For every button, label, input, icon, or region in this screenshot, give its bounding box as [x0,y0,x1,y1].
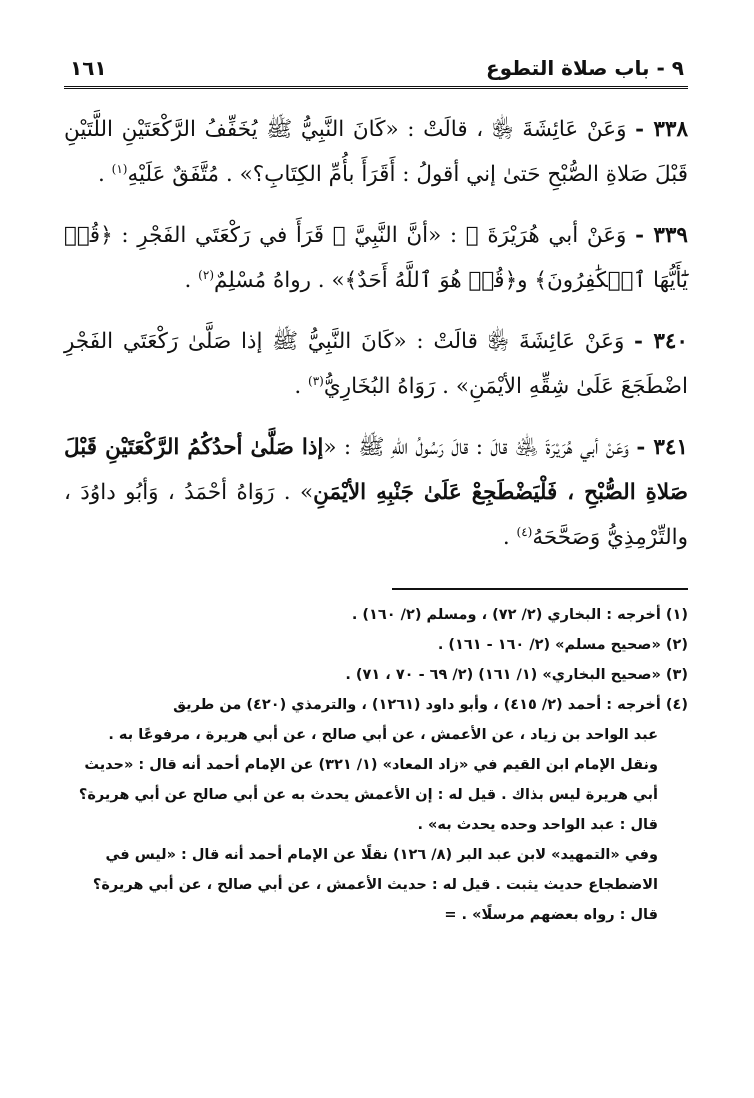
footnotes [64,600,688,930]
footnote-2: (٢) «صحيح مسلم» (٢/ ١٦٠ - ١٦١) . [437,637,688,653]
footnote-ref: (١) [111,161,128,176]
footnote-4-line: الاضطجاع حديث يثبت . قيل له : حديث الأعمش ، عن أبي صالح ، عن أبي هريرة؟ [92,877,658,893]
hadith-340 [64,319,688,409]
hadith-341 [64,425,688,560]
footnote-ref: (٤) [516,524,533,539]
footnote-ref: (٣) [308,373,324,388]
hadith-end: . [294,374,309,399]
footnote-4-line: ونقل الإمام ابن القيم في «زاد المعاد» (١/ ٣٢١) عن الإمام أحمد أنه قال : «حديث [84,757,658,773]
hadith-text: وَعَنْ عَائِشَةَ ﵂ قالَتْ : «كَانَ النَّبِيُّ ﷺ إذا صَلَّىٰ رَكْعَتَي الفَجْرِ اضْطَجَعَ عَلَىٰ شِقِّهِ الأيْمَنِ» . رَوَاهُ البُخَارِيُّ [64,329,688,399]
footnote-3: (٣) «صحيح البخاري» (١/ ١٦١) (٢/ ٦٩ - ٧٠ ، ٧١) . [345,667,688,683]
hadith-end: . [97,162,112,187]
hadith-339 [64,213,688,303]
hadith-end: . [184,268,199,293]
footnote-4-line: قال : رواه بعضهم مرسلًا» . = [444,907,658,923]
hadith-number: ٣٣٩ - [635,223,688,248]
footnote-4: (٤) أخرجه : أحمد (٢/ ٤١٥) ، وأبو داود (١٢٦١) ، والترمذي (٤٢٠) من طريق [173,697,688,713]
page-number: ١٦١ [70,56,107,80]
footnote-divider [392,588,688,590]
hadith-text-after: » . رَوَاهُ أحْمَدُ ، وَأبُو داوُدَ ، والتِّرْمِذِيُّ وَصَحَّحَهُ [64,480,688,550]
hadith-number: ٣٤٠ - [634,329,688,354]
footnote-4-line: عبد الواحد بن زياد ، عن الأعمش ، عن أبي صالح ، عن أبي هريرة ، مرفوعًا به . [108,727,658,743]
footnote-4-line: وفي «التمهيد» لابن عبد البر (٨/ ١٢٦) نقلًا عن الإمام أحمد أنه قال : «ليس في [105,847,658,863]
footnote-4-line: أبي هريرة ليس بذاك . قيل له : إن الأعمش يحدث به عن أبي صالح عن أبي هريرة؟ [78,787,658,803]
hadith-text: وَعَنْ أبي هُرَيْرَةَ ﵁ قالَ : قالَ رَسُولُ اللهِ ﷺ : « [323,435,629,460]
page-header [64,54,688,89]
running-title: ٩ - باب صلاة التطوع [485,56,684,80]
footnote-1: (١) أخرجه : البخاري (٢/ ٧٢) ، ومسلم (٢/ ١٦٠) . [351,607,688,623]
hadith-text: وَعَنْ عَائِشَةَ ﵂ ، قالَتْ : «كَانَ النَّبِيُّ ﷺ يُخَفِّفُ الرَّكْعَتَيْنِ اللَّتَيْنِ قَبْلَ صَلاةِ الصُّبْحِ حَتىٰ إني أقولُ : أَقَرَأَ بأُمِّ الكِتَابِ؟» . مُتَّفَقٌ عَلَيْهِ [64,117,688,187]
hadith-number: ٣٣٨ - [635,117,688,142]
book-page [64,54,688,930]
prophetic-saying: إذا صَلَّىٰ أحدُكُمُ الرَّكْعَتَيْنِ قَبْلَ صَلاةِ الصُّبْحِ ، فَلْيَضْطَجِعْ عَلَىٰ جَنْبِهِ الأيْمَنِ [64,435,688,505]
hadith-338 [64,107,688,197]
hadith-end: . [502,525,517,550]
footnote-4-line: قال : عبد الواحد وحده يحدث به» . [417,817,658,833]
hadith-text: وَعَنْ أبي هُرَيْرَةَ ﵁ : «أنَّ النَّبِيَّ ﷺ قَرَأَ في رَكْعَتَي الفَجْرِ : ﴿قُلۡ يَٰٓأَيُّهَا ٱلۡكَٰفِرُونَ﴾ و﴿قُلۡ هُوَ ٱللَّهُ أَحَدٌ﴾» . رواهُ مُسْلِمٌ [64,223,688,293]
hadith-number: ٣٤١ - [636,435,688,460]
footnote-ref: (٢) [198,267,214,282]
